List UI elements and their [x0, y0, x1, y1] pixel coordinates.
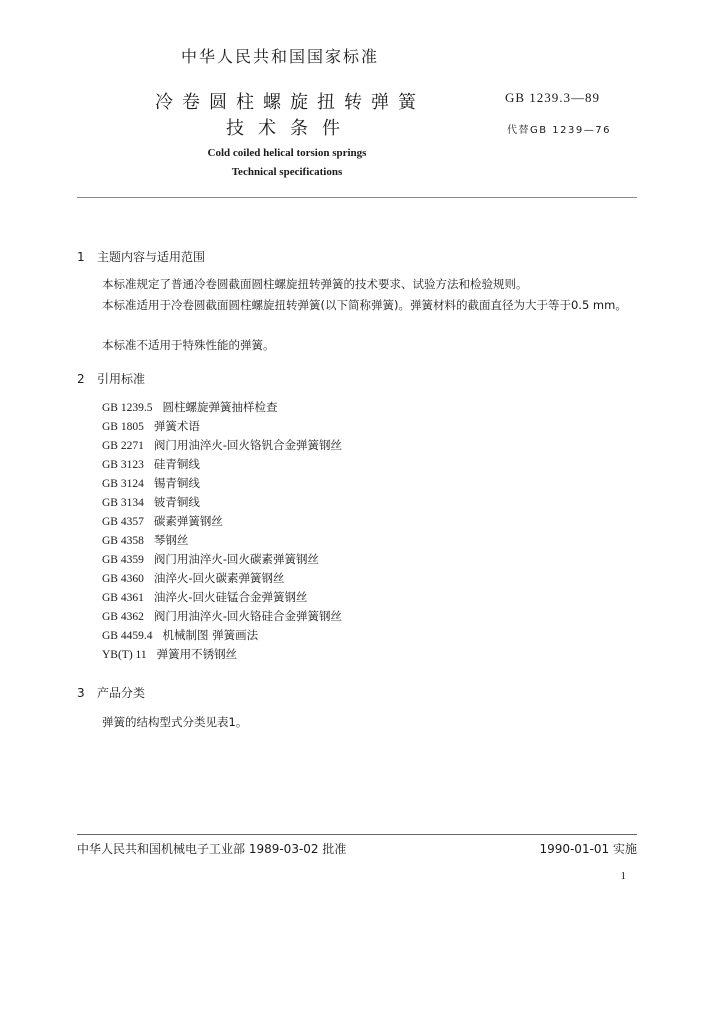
section-1-paragraph-2: 本标准适用于冷卷圆截面圆柱螺旋扭转弹簧(以下简称弹簧)。弹簧材料的截面直径为大于等于0.5 mm。 — [102, 298, 627, 312]
reference-item — [102, 436, 342, 455]
reference-item — [102, 531, 342, 550]
section-2-number: 2 — [77, 372, 85, 386]
footer-divider — [77, 834, 637, 835]
replaces-standard: 代替GB 1239—76 — [507, 125, 611, 136]
reference-name: 阀门用油淬火-回火铬钒合金弹簧钢丝 — [153, 438, 343, 452]
section-1-number: 1 — [77, 250, 85, 264]
approval-statement: 中华人民共和国机械电子工业部 1989-03-02 批准 — [77, 842, 347, 856]
reference-name: 弹簧术语 — [153, 419, 200, 433]
reference-item — [102, 474, 342, 493]
referenced-standards-list — [102, 398, 342, 664]
reference-name: 铍青铜线 — [153, 495, 200, 509]
english-title-line1: Cold coiled helical torsion springs — [207, 147, 367, 159]
reference-item — [102, 607, 342, 626]
reference-item — [102, 455, 342, 474]
reference-code: GB 4359 — [102, 554, 144, 566]
reference-code: GB 3124 — [102, 478, 144, 490]
reference-code: YB(T) 11 — [102, 649, 147, 661]
section-2-title: 引用标准 — [97, 372, 146, 386]
document-title-line1: 冷卷圆柱螺旋扭转弹簧 — [155, 92, 425, 113]
reference-name: 机械制图 弹簧画法 — [162, 628, 259, 642]
reference-code: GB 3123 — [102, 459, 144, 471]
reference-name: 油淬火-回火硅锰合金弹簧钢丝 — [153, 590, 308, 604]
section-1-paragraph-3: 本标准不适用于特殊性能的弹簧。 — [102, 338, 275, 352]
section-1-heading — [77, 248, 205, 265]
section-3-heading — [77, 684, 145, 701]
reference-code: GB 4459.4 — [102, 630, 153, 642]
reference-code: GB 3134 — [102, 497, 144, 509]
reference-name: 弹簧用不锈钢丝 — [156, 647, 238, 661]
reference-code: GB 4358 — [102, 535, 144, 547]
reference-name: 琴钢丝 — [153, 533, 189, 547]
standard-code: GB 1239.3—89 — [505, 90, 601, 105]
header-divider — [77, 197, 637, 198]
reference-code: GB 4357 — [102, 516, 144, 528]
reference-name: 锡青铜线 — [153, 476, 200, 490]
reference-item — [102, 645, 342, 664]
page-number: 1 — [620, 870, 626, 882]
section-3-paragraph-1: 弹簧的结构型式分类见表1。 — [102, 715, 248, 729]
document-title-line2: 技术条件 — [226, 118, 354, 139]
reference-name: 硅青铜线 — [153, 457, 200, 471]
reference-code: GB 4360 — [102, 573, 144, 585]
reference-code: GB 1805 — [102, 421, 144, 433]
reference-item — [102, 569, 342, 588]
section-3-title: 产品分类 — [97, 686, 146, 700]
reference-code: GB 4362 — [102, 611, 144, 623]
reference-item — [102, 398, 342, 417]
section-2-heading — [77, 370, 145, 387]
reference-name: 阀门用油淬火-回火碳素弹簧钢丝 — [153, 552, 320, 566]
section-3-number: 3 — [77, 686, 85, 700]
reference-code: GB 1239.5 — [102, 402, 153, 414]
reference-name: 油淬火-回火碳素弹簧钢丝 — [153, 571, 285, 585]
national-standard-heading: 中华人民共和国国家标准 — [180, 47, 379, 66]
reference-item — [102, 512, 342, 531]
section-1-title: 主题内容与适用范围 — [97, 250, 206, 264]
reference-name: 阀门用油淬火-回火铬硅合金弹簧钢丝 — [153, 609, 343, 623]
reference-name: 圆柱螺旋弹簧抽样检查 — [162, 400, 278, 414]
reference-code: GB 2271 — [102, 440, 144, 452]
effective-date: 1990-01-01 实施 — [539, 842, 637, 856]
english-title-line2: Technical specifications — [231, 166, 343, 178]
reference-code: GB 4361 — [102, 592, 144, 604]
reference-item — [102, 417, 342, 436]
reference-name: 碳素弹簧钢丝 — [153, 514, 223, 528]
reference-item — [102, 493, 342, 512]
reference-item — [102, 550, 342, 569]
reference-item — [102, 626, 342, 645]
reference-item — [102, 588, 342, 607]
section-1-paragraph-1: 本标准规定了普通冷卷圆截面圆柱螺旋扭转弹簧的技术要求、试验方法和检验规则。 — [102, 277, 528, 291]
